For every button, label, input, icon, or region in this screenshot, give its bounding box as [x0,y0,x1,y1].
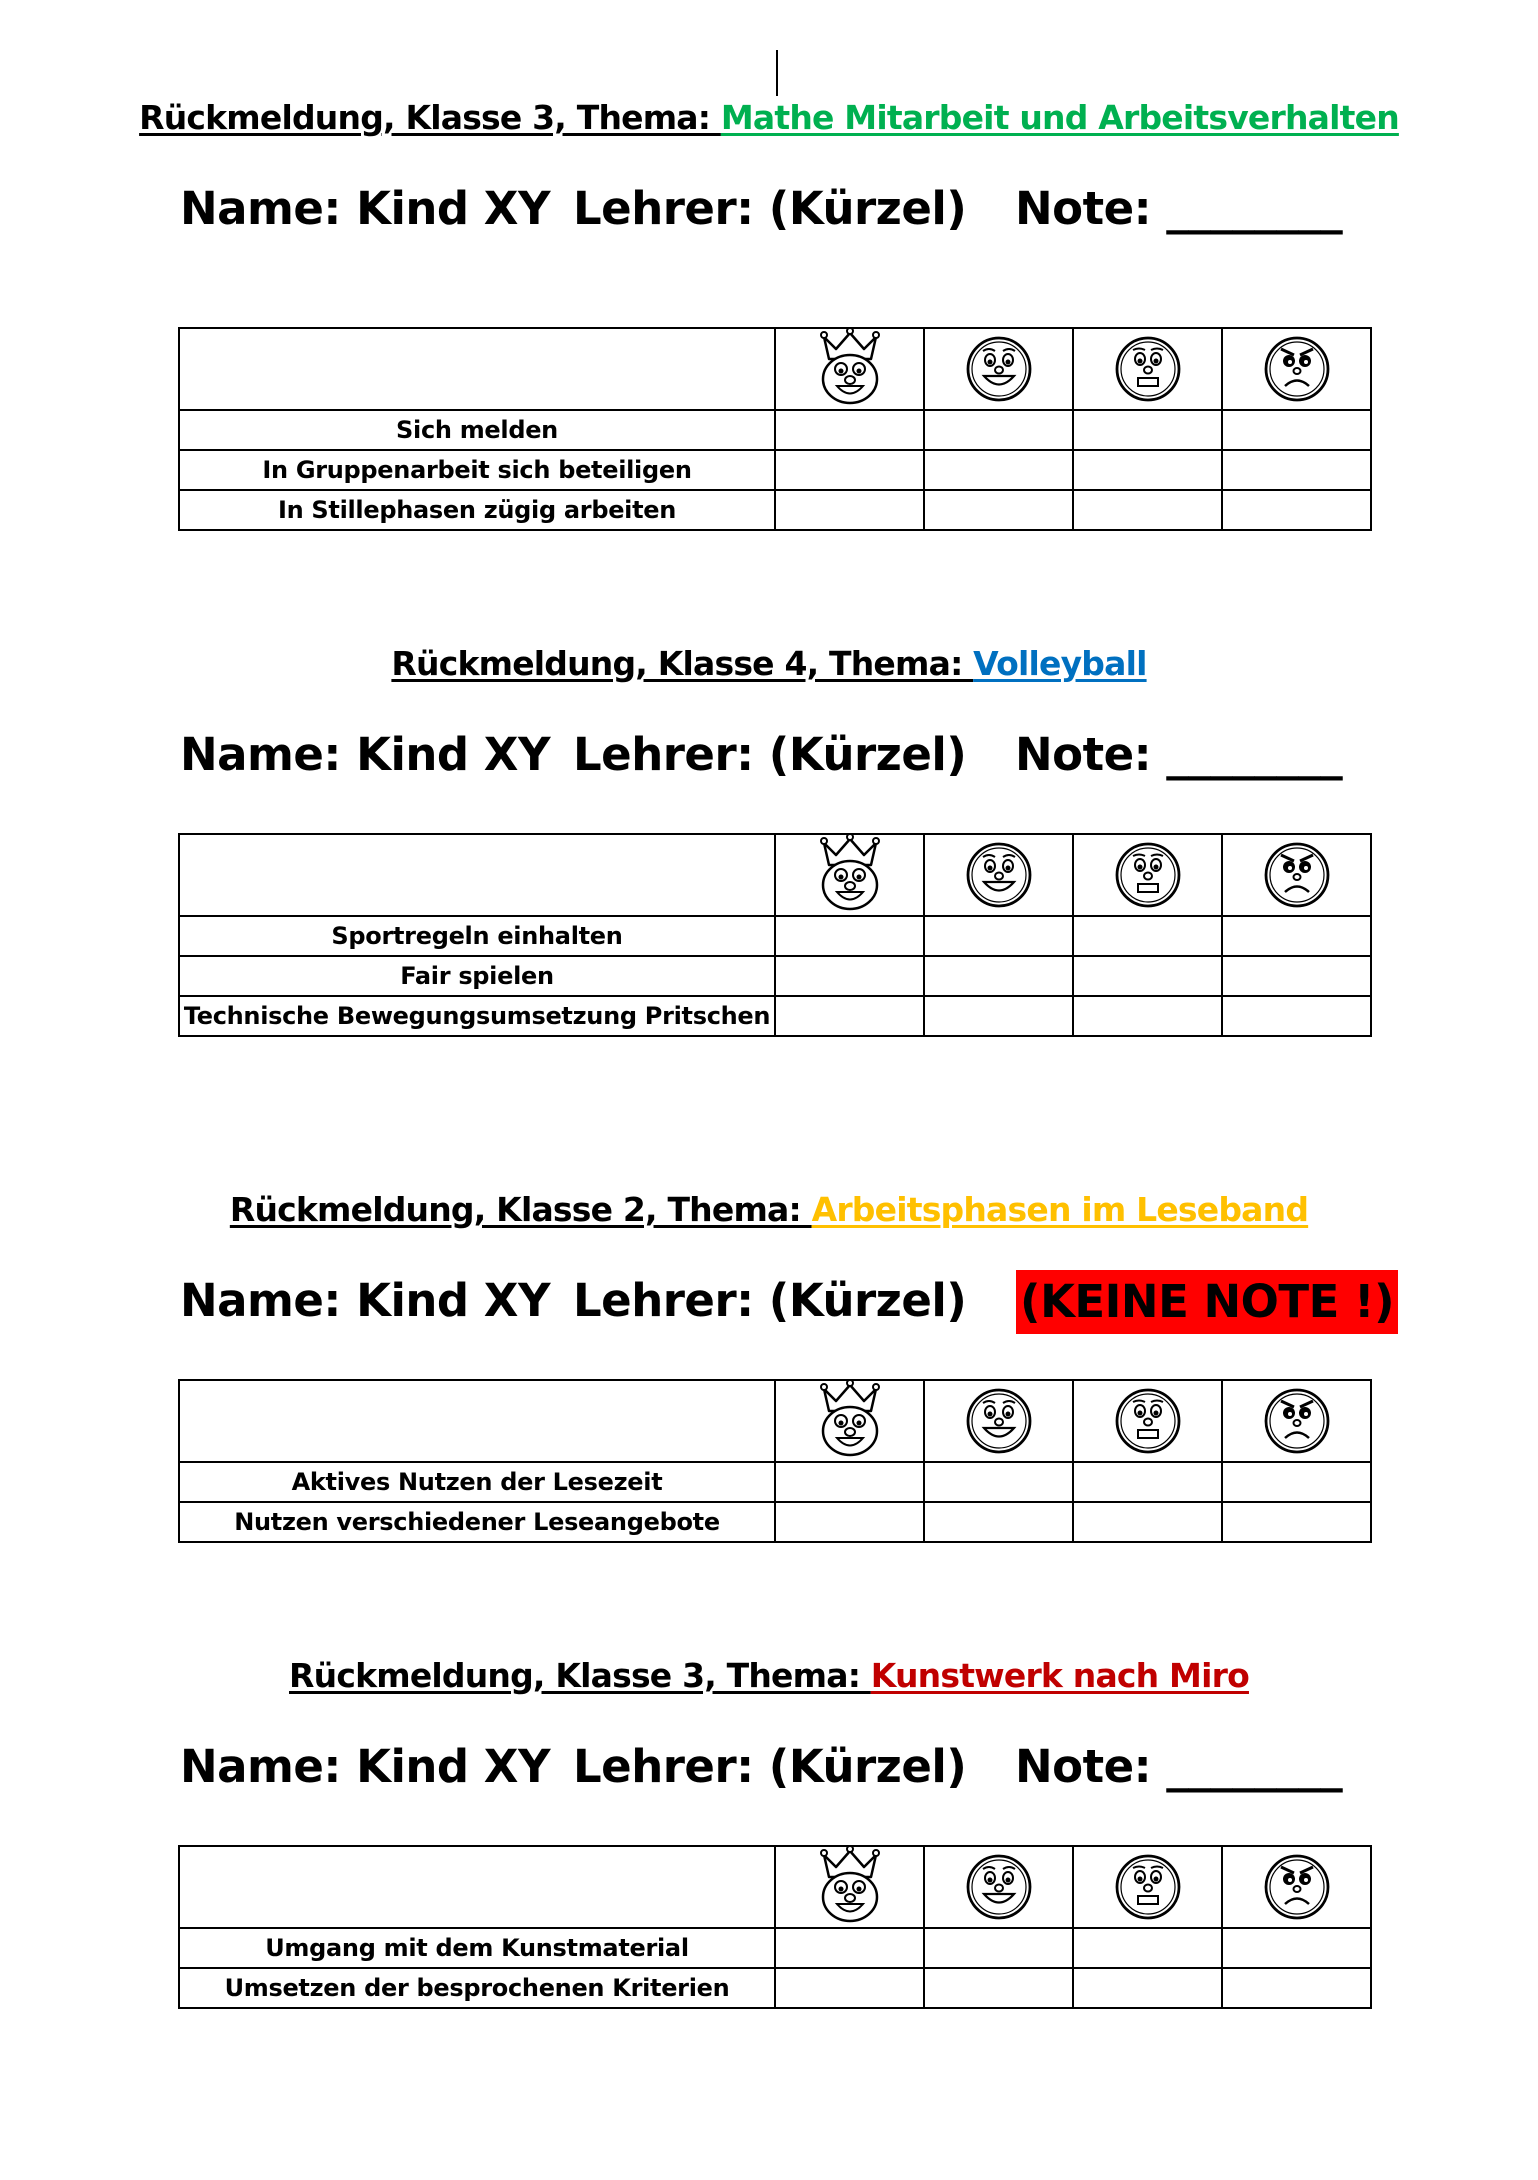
rating-cell[interactable] [1073,450,1222,490]
frowning-face-icon [1259,331,1335,407]
rating-header-very-good [775,1846,924,1928]
rating-header-good [924,834,1073,916]
rating-table [178,327,1372,531]
criterion-label: In Stillephasen zügig arbeiten [179,490,775,530]
section-heading [0,1190,1538,1229]
criterion-label: Fair spielen [179,956,775,996]
heading-prefix: Rückmeldung, Klasse 4, Thema: [391,644,974,683]
criteria-header-cell [179,1380,775,1462]
criteria-header-cell [179,834,775,916]
grade-field[interactable]: Note: ________ [1015,182,1343,235]
rating-cell[interactable] [1222,956,1371,996]
criterion-label: Umgang mit dem Kunstmaterial [179,1928,775,1968]
rating-cell[interactable] [1073,916,1222,956]
rating-cell[interactable] [924,916,1073,956]
rating-cell[interactable] [924,996,1073,1036]
criterion-label: Sich melden [179,410,775,450]
rating-header-very-good [775,834,924,916]
rating-table [178,833,1372,1037]
grade-field[interactable]: Note: ________ [1015,728,1343,781]
rating-cell[interactable] [924,1502,1073,1542]
frowning-face-icon [1259,1849,1335,1925]
section-heading [0,98,1538,137]
table-row [179,996,1371,1036]
table-row [179,410,1371,450]
criterion-label: In Gruppenarbeit sich beteiligen [179,450,775,490]
rating-cell[interactable] [1222,1502,1371,1542]
rating-cell[interactable] [1222,490,1371,530]
heading-topic: Mathe Mitarbeit und Arbeitsverhalten [720,98,1399,137]
rating-cell[interactable] [775,1462,924,1502]
rating-cell[interactable] [924,490,1073,530]
rating-cell[interactable] [1073,956,1222,996]
table-row [179,1968,1371,2008]
rating-cell[interactable] [1073,410,1222,450]
rating-cell[interactable] [924,450,1073,490]
crowned-smiley-icon [810,329,890,409]
rating-cell[interactable] [1222,1462,1371,1502]
grade-field[interactable]: Note: ________ [1015,1740,1343,1793]
rating-cell[interactable] [1073,1928,1222,1968]
rating-cell[interactable] [775,490,924,530]
rating-table [178,1379,1372,1543]
rating-header-good [924,1846,1073,1928]
rating-cell[interactable] [775,410,924,450]
rating-cell[interactable] [775,1502,924,1542]
rating-header-very-good [775,1380,924,1462]
rating-header-neutral [1073,1846,1222,1928]
table-row [179,490,1371,530]
teacher-label: Lehrer: (Kürzel) [573,728,967,781]
rating-cell[interactable] [1073,996,1222,1036]
smiling-face-icon [961,837,1037,913]
crowned-smiley-icon [810,835,890,915]
rating-cell[interactable] [1222,450,1371,490]
rating-cell[interactable] [1073,1502,1222,1542]
text-cursor [776,50,778,96]
neutral-face-icon [1110,331,1186,407]
rating-cell[interactable] [1073,1462,1222,1502]
crowned-smiley-icon [810,1847,890,1927]
rating-cell[interactable] [775,1968,924,2008]
rating-header-poor [1222,328,1371,410]
smiling-face-icon [961,331,1037,407]
heading-topic: Kunstwerk nach Miro [870,1656,1249,1695]
rating-table [178,1845,1372,2009]
rating-cell[interactable] [924,410,1073,450]
rating-header-poor [1222,834,1371,916]
heading-topic: Arbeitsphasen im Leseband [811,1190,1309,1229]
student-name: Name: Kind XY [180,1740,551,1793]
section-heading [0,1656,1538,1695]
student-name: Name: Kind XY [180,728,551,781]
table-row [179,916,1371,956]
heading-prefix: Rückmeldung, Klasse 3, Thema: [289,1656,871,1695]
table-row [179,1502,1371,1542]
rating-cell[interactable] [775,450,924,490]
rating-cell[interactable] [775,1928,924,1968]
rating-cell[interactable] [1073,1968,1222,2008]
neutral-face-icon [1110,1849,1186,1925]
rating-header-poor [1222,1846,1371,1928]
rating-header-neutral [1073,328,1222,410]
rating-cell[interactable] [775,956,924,996]
smiling-face-icon [961,1849,1037,1925]
info-line [0,728,1538,788]
info-line [0,182,1538,242]
criterion-label: Nutzen verschiedener Leseangebote [179,1502,775,1542]
rating-header-good [924,1380,1073,1462]
smiling-face-icon [961,1383,1037,1459]
student-name: Name: Kind XY [180,182,551,235]
rating-cell[interactable] [924,1928,1073,1968]
teacher-label: Lehrer: (Kürzel) [573,182,967,235]
table-row [179,1462,1371,1502]
rating-cell[interactable] [1222,996,1371,1036]
criteria-header-cell [179,1846,775,1928]
neutral-face-icon [1110,1383,1186,1459]
student-name: Name: Kind XY [180,1274,551,1327]
rating-cell[interactable] [1222,410,1371,450]
section-heading [0,644,1538,683]
rating-cell[interactable] [1222,916,1371,956]
rating-cell[interactable] [775,996,924,1036]
rating-cell[interactable] [924,1968,1073,2008]
table-row [179,450,1371,490]
criterion-label: Aktives Nutzen der Lesezeit [179,1462,775,1502]
table-row [179,956,1371,996]
rating-cell[interactable] [924,956,1073,996]
teacher-label: Lehrer: (Kürzel) [573,1274,967,1327]
info-line [0,1274,1538,1334]
criterion-label: Technische Bewegungsumsetzung Pritschen [179,996,775,1036]
rating-cell[interactable] [924,1462,1073,1502]
rating-cell[interactable] [1073,490,1222,530]
rating-header-good [924,328,1073,410]
criterion-label: Umsetzen der besprochenen Kriterien [179,1968,775,2008]
teacher-label: Lehrer: (Kürzel) [573,1740,967,1793]
rating-header-poor [1222,1380,1371,1462]
criterion-label: Sportregeln einhalten [179,916,775,956]
heading-topic: Volleyball [973,644,1147,683]
table-row [179,1928,1371,1968]
heading-prefix: Rückmeldung, Klasse 3, Thema: [139,98,721,137]
heading-prefix: Rückmeldung, Klasse 2, Thema: [229,1190,812,1229]
rating-cell[interactable] [775,916,924,956]
neutral-face-icon [1110,837,1186,913]
info-line [0,1740,1538,1800]
rating-header-neutral [1073,834,1222,916]
frowning-face-icon [1259,1383,1335,1459]
rating-cell[interactable] [1222,1928,1371,1968]
rating-header-very-good [775,328,924,410]
no-grade-badge: (KEINE NOTE !) [1016,1270,1398,1334]
crowned-smiley-icon [810,1381,890,1461]
rating-cell[interactable] [1222,1968,1371,2008]
frowning-face-icon [1259,837,1335,913]
rating-header-neutral [1073,1380,1222,1462]
criteria-header-cell [179,328,775,410]
